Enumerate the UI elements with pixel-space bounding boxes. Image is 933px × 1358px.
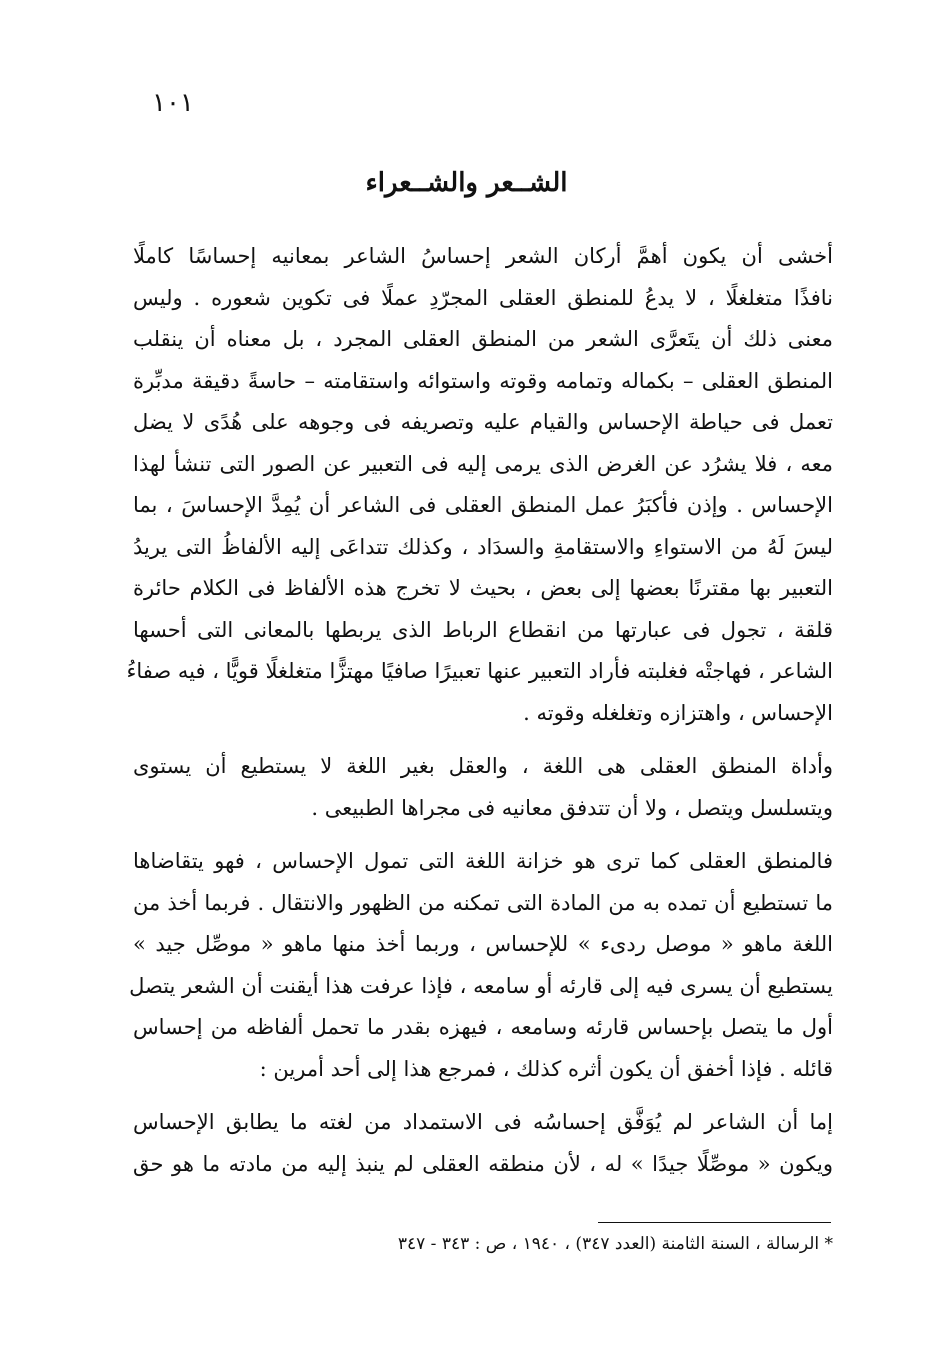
text-line: التعبير بها مقترنًا بعضها إلى بعض ، بحيث لا تخرج هذه الألفاظ فى الكلام حائرة <box>133 576 833 600</box>
text-line: أخشى أن يكون أهمَّ أركان الشعر إحساسُ الشاعر بمعانيه إحساسًا كاملًا <box>133 244 833 268</box>
article-title: الشــعر والشــعراء <box>365 168 568 198</box>
text-line: معنى ذلك أن يتَعرَّى الشعر من المنطق العقلى المجرد ، بل معناه أن ينقلب <box>133 327 833 351</box>
text-line: ويكون « موصِّلًا جيدًا » له ، لأن منطقه العقلى لم ينبذ إليه من مادته ما هو حق <box>133 1151 833 1176</box>
text-line: اللغة ماهو « موصل ردىء » للإحساس ، وربما أخذ منها ماهو « موصِّل جيد » <box>133 932 833 956</box>
text-line: الشاعر ، فهاجتْه فغلبته فأراد التعبير عنها تعبيرًا صافيًا مهتزًّا متغلغلًا قويًّا ، فيه صفاءُ <box>126 659 833 683</box>
text-line: قائله . فإذا أخفق أن يكون أثره كذلك ، فمرجع هذا إلى أحد أمرين : <box>259 1056 833 1081</box>
text-line: ليسَ لَهُ من الاستواءِ والاستقامةِ والسدَاد ، وكذلك تتداعَى إليه الألفاظُ التى يريدُ <box>133 534 833 559</box>
text-line: تعمل فى حياطة الإحساس والقيام عليه وتصريفه فى وجوهه على هُدًى لا يضل <box>133 410 833 434</box>
article-body <box>126 236 833 1185</box>
paragraph-2 <box>133 746 833 829</box>
paragraph-4 <box>133 1102 833 1185</box>
footnote: * الرسالة ، السنة الثامنة (العدد ٣٤٧) ، ١٩٤٠ ، ص : ٣٤٣ - ٣٤٧ <box>397 1234 833 1254</box>
text-line: أول ما يتصل بإحساس قارئه وسامعه ، فيهزه بقدر ما تحمل ألفاظه من إحساس <box>133 1015 833 1039</box>
text-line: قلقة ، تجول فى عبارتها من انقطاع الرباط الذى يربطها بالمعانى التى أحسها <box>133 617 833 642</box>
page-number: ١٠١ <box>152 88 194 118</box>
text-line: فالمنطق العقلى كما ترى هو خزانة اللغة التى تمول الإحساس ، فهو يتقاضاها <box>133 849 833 873</box>
text-line: وأداة المنطق العقلى هى اللغة ، والعقل بغير اللغة لا يستطيع أن يستوى <box>133 754 833 778</box>
text-line: الإحساس ، واهتزازه وتغلغله وقوته . <box>523 700 833 725</box>
text-line: معه ، فلا يشرُد عن الغرض الذى يرمى إليه فى التعبير عن الصور التى تنشأ لهذا <box>133 451 833 476</box>
text-line: نافذًا متغلغلًا ، لا يدعُ للمنطق العقلى المجرّدِ عملًا فى تكوين شعوره . وليس <box>133 285 833 310</box>
paragraph-3 <box>129 841 833 1090</box>
text-line: ما تستطيع أن تمده به من المادة التى تمكنه من الظهور والانتقال . فربما أخذ من <box>133 890 833 915</box>
text-line: ويتسلسل ويتصل ، ولا أن تتدفق معانيه فى مجراها الطبيعى . <box>311 795 833 820</box>
paragraph-1 <box>126 236 833 734</box>
text-line: إما أن الشاعر لم يُوَفَّق إحساسُه فى الاستمداد من لغته ما يطابق الإحساس <box>133 1110 833 1134</box>
text-line: يستطيع أن يسرى فيه إلى قارئه أو سامعه ، فإذا عرفت هذا أيقنت أن الشعر يتصل <box>129 973 833 998</box>
footnote-divider <box>598 1222 831 1223</box>
text-line: المنطق العقلى – بكماله وتمامه وقوته واستوائه واستقامته – حاسةً دقيقة مدبِّرة <box>133 368 833 393</box>
text-line: الإحساس . وإذن فأكبَرُ عمل المنطق العقلى فى الشاعر أن يُمِدَّ الإحساسَ ، بما <box>133 493 833 517</box>
